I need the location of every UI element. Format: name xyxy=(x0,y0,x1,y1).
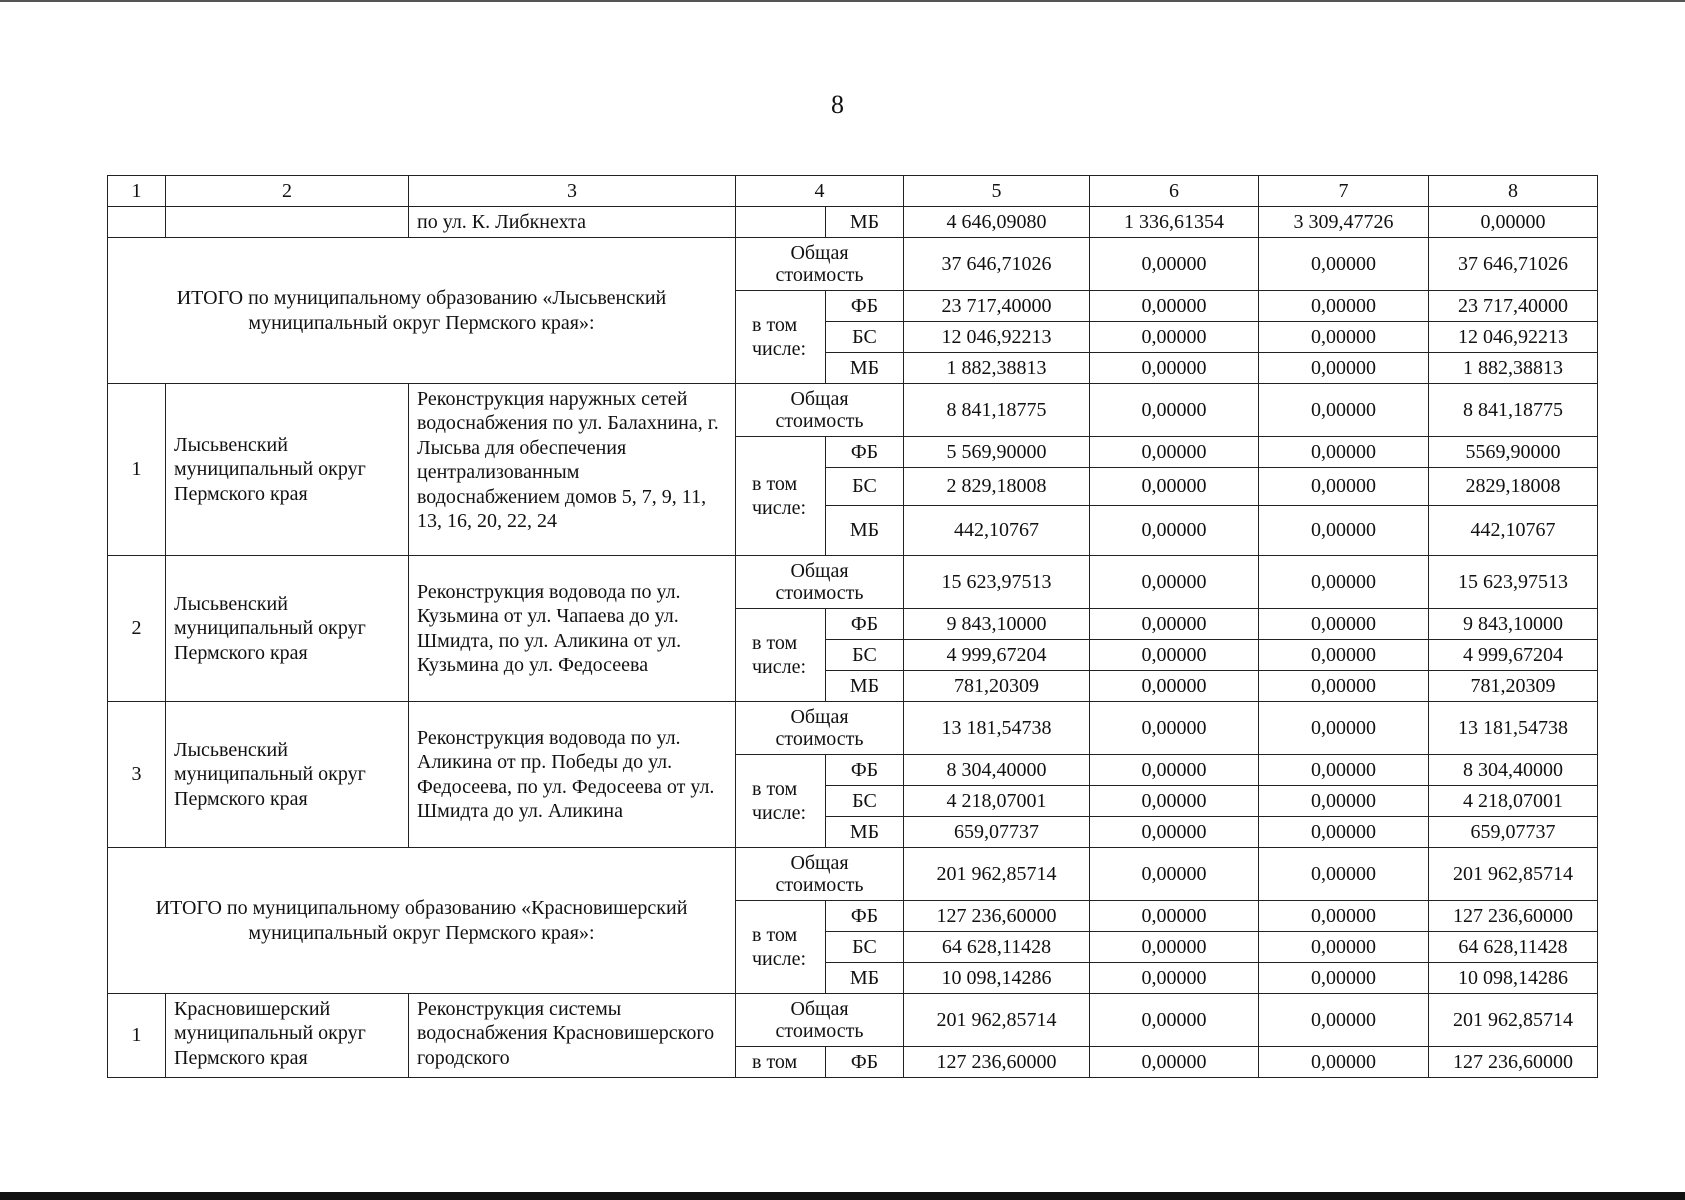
header-col-1: 1 xyxy=(108,176,166,207)
value-cell: 201 962,85714 xyxy=(1429,848,1598,901)
value-cell: 0,00000 xyxy=(1090,556,1259,609)
fund-cell: МБ xyxy=(826,817,904,848)
value-cell: 8 841,18775 xyxy=(1429,384,1598,437)
value-cell: 442,10767 xyxy=(904,506,1090,556)
value-cell: 37 646,71026 xyxy=(1429,238,1598,291)
value-cell: 0,00000 xyxy=(1259,322,1429,353)
value-cell: 0,00000 xyxy=(1259,353,1429,384)
value-cell: 8 304,40000 xyxy=(1429,755,1598,786)
header-col-7: 7 xyxy=(1259,176,1429,207)
value-cell: 0,00000 xyxy=(1259,640,1429,671)
total-cost-label: Общая стоимость xyxy=(736,556,904,609)
value-cell: 0,00000 xyxy=(1090,609,1259,640)
value-cell: 0,00000 xyxy=(1259,932,1429,963)
value-cell: 10 098,14286 xyxy=(1429,963,1598,994)
municipality-cell: Лысьвенский муниципальный округ Пермского края xyxy=(166,384,409,556)
value-cell: 0,00000 xyxy=(1090,671,1259,702)
value-cell: 0,00000 xyxy=(1090,1047,1259,1078)
table-row xyxy=(108,556,1598,609)
header-col-8: 8 xyxy=(1429,176,1598,207)
value-cell: 0,00000 xyxy=(1090,786,1259,817)
value-cell: 201 962,85714 xyxy=(904,848,1090,901)
page-number: 8 xyxy=(831,90,844,119)
scan-top-edge xyxy=(0,0,1685,2)
item-number: 2 xyxy=(108,556,166,702)
total-cost-label: Общая стоимость xyxy=(736,384,904,437)
table-row xyxy=(108,207,1598,238)
value-cell: 23 717,40000 xyxy=(904,291,1090,322)
value-cell: 0,00000 xyxy=(1259,702,1429,755)
item-number: 3 xyxy=(108,702,166,848)
value-cell: 0,00000 xyxy=(1259,609,1429,640)
value-cell: 0,00000 xyxy=(1259,291,1429,322)
value-cell: 0,00000 xyxy=(1090,817,1259,848)
value-cell: 0,00000 xyxy=(1259,817,1429,848)
item-number: 1 xyxy=(108,994,166,1078)
value-cell: 4 218,07001 xyxy=(1429,786,1598,817)
header-col-2: 2 xyxy=(166,176,409,207)
fund-cell: ФБ xyxy=(826,755,904,786)
value-cell: 0,00000 xyxy=(1259,963,1429,994)
value-cell: 0,00000 xyxy=(1090,468,1259,506)
object-cell: Реконструкция водовода по ул. Кузьмина от ул. Чапаева до ул. Шмидта, по ул. Аликина от ул. Кузьмина до ул. Федосеева xyxy=(409,556,736,702)
value-cell: 0,00000 xyxy=(1090,963,1259,994)
header-row xyxy=(108,176,1598,207)
including-label: в том числе: xyxy=(736,755,826,848)
total-label-lysva: ИТОГО по муниципальному образованию «Лысьвенский муниципальный округ Пермского края»: xyxy=(108,238,736,384)
value-cell: 0,00000 xyxy=(1429,207,1598,238)
total-row xyxy=(108,238,1598,291)
value-cell: 0,00000 xyxy=(1090,848,1259,901)
fund-cell: ФБ xyxy=(826,1047,904,1078)
value-cell: 0,00000 xyxy=(1090,702,1259,755)
value-cell: 0,00000 xyxy=(1090,994,1259,1047)
header-col-5: 5 xyxy=(904,176,1090,207)
value-cell: 442,10767 xyxy=(1429,506,1598,556)
value-cell: 10 098,14286 xyxy=(904,963,1090,994)
value-cell: 0,00000 xyxy=(1259,384,1429,437)
value-cell: 0,00000 xyxy=(1090,238,1259,291)
value-cell: 64 628,11428 xyxy=(904,932,1090,963)
object-cell: Реконструкция водовода по ул. Аликина от пр. Победы до ул. Федосеева, по ул. Федосеева от ул. Шмидта до ул. Аликина xyxy=(409,702,736,848)
including-label: в том xyxy=(736,1047,826,1078)
value-cell: 781,20309 xyxy=(1429,671,1598,702)
value-cell: 12 046,92213 xyxy=(1429,322,1598,353)
fund-cell: БС xyxy=(826,468,904,506)
fund-cell: МБ xyxy=(826,963,904,994)
fund-cell: БС xyxy=(826,322,904,353)
object-cell: Реконструкция наружных сетей водоснабжения по ул. Балахнина, г. Лысьва для обеспечения централизованным водоснабжением домов 5, 7, 9, 11, 13, 16, 20, 22, 24 xyxy=(409,384,736,556)
fund-cell: ФБ xyxy=(826,609,904,640)
value-cell: 0,00000 xyxy=(1090,353,1259,384)
cell-empty xyxy=(736,207,826,238)
value-cell: 12 046,92213 xyxy=(904,322,1090,353)
item-number: 1 xyxy=(108,384,166,556)
value-cell: 0,00000 xyxy=(1090,755,1259,786)
scan-bottom-edge xyxy=(0,1192,1685,1200)
value-cell: 0,00000 xyxy=(1090,901,1259,932)
value-cell: 2 829,18008 xyxy=(904,468,1090,506)
value-cell: 8 304,40000 xyxy=(904,755,1090,786)
value-cell: 0,00000 xyxy=(1090,640,1259,671)
value-cell: 0,00000 xyxy=(1090,384,1259,437)
object-cell: Реконструкция системы водоснабжения Красновишерского городского xyxy=(409,994,736,1078)
value-cell: 1 882,38813 xyxy=(1429,353,1598,384)
total-cost-label: Общая стоимость xyxy=(736,994,904,1047)
value-cell: 4 218,07001 xyxy=(904,786,1090,817)
object-cell: по ул. К. Либкнехта xyxy=(409,207,736,238)
funding-table xyxy=(107,175,1598,1078)
fund-cell: МБ xyxy=(826,671,904,702)
total-cost-label: Общая стоимость xyxy=(736,238,904,291)
total-cost-label: Общая стоимость xyxy=(736,848,904,901)
municipality-cell: Лысьвенский муниципальный округ Пермского края xyxy=(166,702,409,848)
value-cell: 8 841,18775 xyxy=(904,384,1090,437)
fund-cell: МБ xyxy=(826,353,904,384)
value-cell: 781,20309 xyxy=(904,671,1090,702)
header-col-4: 4 xyxy=(736,176,904,207)
value-cell: 37 646,71026 xyxy=(904,238,1090,291)
value-cell: 127 236,60000 xyxy=(1429,1047,1598,1078)
value-cell: 23 717,40000 xyxy=(1429,291,1598,322)
including-label: в том числе: xyxy=(736,437,826,556)
value-cell: 201 962,85714 xyxy=(904,994,1090,1047)
value-cell: 9 843,10000 xyxy=(904,609,1090,640)
fund-cell: МБ xyxy=(826,506,904,556)
value-cell: 0,00000 xyxy=(1259,994,1429,1047)
value-cell: 127 236,60000 xyxy=(904,901,1090,932)
header-col-3: 3 xyxy=(409,176,736,207)
value-cell: 3 309,47726 xyxy=(1259,207,1429,238)
value-cell: 0,00000 xyxy=(1259,238,1429,291)
fund-cell: БС xyxy=(826,786,904,817)
value-cell: 5569,90000 xyxy=(1429,437,1598,468)
value-cell: 0,00000 xyxy=(1090,932,1259,963)
value-cell: 659,07737 xyxy=(1429,817,1598,848)
fund-cell: ФБ xyxy=(826,437,904,468)
value-cell: 9 843,10000 xyxy=(1429,609,1598,640)
table-row xyxy=(108,384,1598,437)
value-cell: 127 236,60000 xyxy=(1429,901,1598,932)
fund-cell: БС xyxy=(826,640,904,671)
value-cell: 15 623,97513 xyxy=(1429,556,1598,609)
value-cell: 4 999,67204 xyxy=(1429,640,1598,671)
total-label-krasnovishersk: ИТОГО по муниципальному образованию «Красновишерский муниципальный округ Пермского края»: xyxy=(108,848,736,994)
municipality-cell: Лысьвенский муниципальный округ Пермского края xyxy=(166,556,409,702)
cell-empty xyxy=(108,207,166,238)
header-col-6: 6 xyxy=(1090,176,1259,207)
value-cell: 659,07737 xyxy=(904,817,1090,848)
value-cell: 2829,18008 xyxy=(1429,468,1598,506)
value-cell: 1 882,38813 xyxy=(904,353,1090,384)
table-row xyxy=(108,702,1598,755)
value-cell: 13 181,54738 xyxy=(904,702,1090,755)
fund-cell: БС xyxy=(826,932,904,963)
fund-cell: ФБ xyxy=(826,901,904,932)
total-row xyxy=(108,848,1598,901)
including-label: в том числе: xyxy=(736,291,826,384)
fund-cell: ФБ xyxy=(826,291,904,322)
value-cell: 0,00000 xyxy=(1090,291,1259,322)
value-cell: 127 236,60000 xyxy=(904,1047,1090,1078)
cell-empty xyxy=(166,207,409,238)
value-cell: 4 646,09080 xyxy=(904,207,1090,238)
value-cell: 1 336,61354 xyxy=(1090,207,1259,238)
total-cost-label: Общая стоимость xyxy=(736,702,904,755)
fund-cell: МБ xyxy=(826,207,904,238)
value-cell: 5 569,90000 xyxy=(904,437,1090,468)
value-cell: 0,00000 xyxy=(1259,1047,1429,1078)
value-cell: 0,00000 xyxy=(1259,901,1429,932)
municipality-cell: Красновишерский муниципальный округ Пермского края xyxy=(166,994,409,1078)
including-label: в том числе: xyxy=(736,609,826,702)
value-cell: 201 962,85714 xyxy=(1429,994,1598,1047)
table-row xyxy=(108,994,1598,1047)
value-cell: 0,00000 xyxy=(1259,755,1429,786)
value-cell: 0,00000 xyxy=(1090,506,1259,556)
value-cell: 15 623,97513 xyxy=(904,556,1090,609)
value-cell: 0,00000 xyxy=(1259,437,1429,468)
value-cell: 13 181,54738 xyxy=(1429,702,1598,755)
value-cell: 0,00000 xyxy=(1259,848,1429,901)
value-cell: 0,00000 xyxy=(1259,468,1429,506)
value-cell: 0,00000 xyxy=(1259,506,1429,556)
value-cell: 4 999,67204 xyxy=(904,640,1090,671)
value-cell: 64 628,11428 xyxy=(1429,932,1598,963)
value-cell: 0,00000 xyxy=(1259,786,1429,817)
value-cell: 0,00000 xyxy=(1259,556,1429,609)
including-label: в том числе: xyxy=(736,901,826,994)
value-cell: 0,00000 xyxy=(1259,671,1429,702)
value-cell: 0,00000 xyxy=(1090,322,1259,353)
value-cell: 0,00000 xyxy=(1090,437,1259,468)
